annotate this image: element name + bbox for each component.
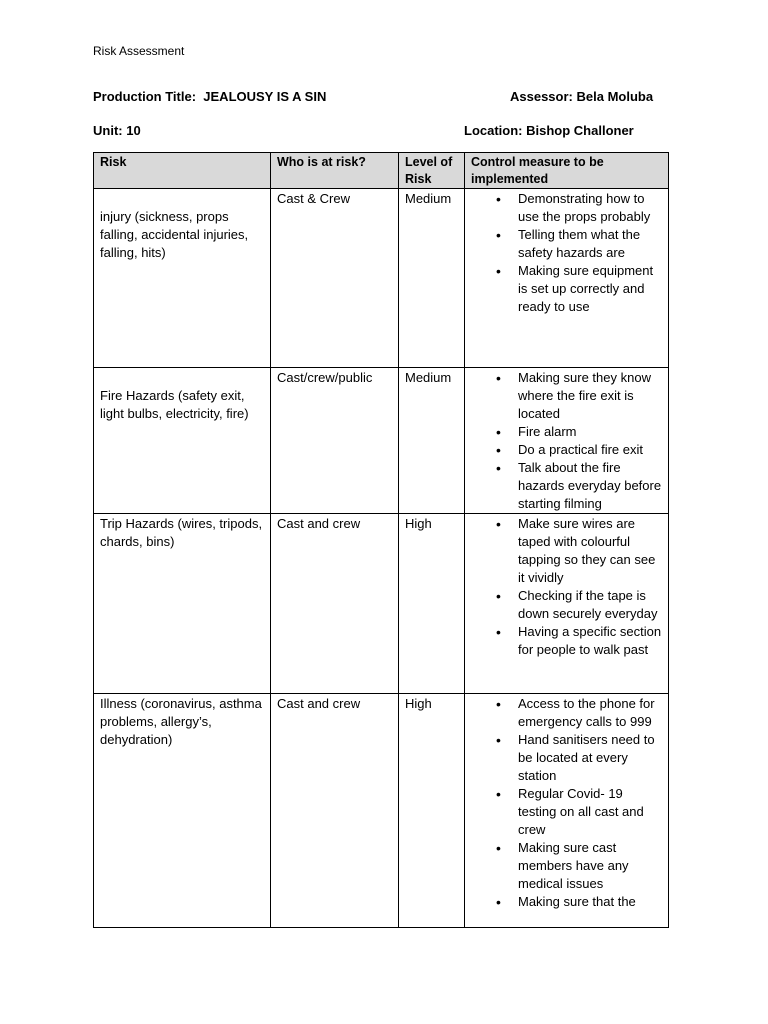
control-measure-list — [471, 695, 662, 911]
table-header-row — [94, 153, 669, 189]
list-item: • Hand sanitisers need to be located at every station — [471, 731, 662, 785]
risk-table — [93, 152, 669, 928]
control-measure-list — [471, 190, 662, 316]
unit-label: Unit: — [93, 123, 123, 138]
list-item: • Make sure wires are taped with colourful tapping so they can see it vividly — [471, 515, 662, 587]
production-title-label: Production Title: — [93, 89, 197, 104]
list-item: • Making sure equipment is set up correctly and ready to use — [471, 262, 662, 316]
document-header: Risk Assessment — [93, 44, 185, 58]
list-item: • Do a practical fire exit — [471, 441, 662, 459]
location-group — [464, 123, 634, 138]
control-cell — [465, 368, 669, 514]
list-item: • Having a specific section for people to walk past — [471, 623, 662, 659]
assessor-label: Assessor: — [510, 89, 573, 104]
assessor-name: Bela Moluba — [576, 89, 654, 104]
table-row — [94, 694, 669, 928]
column-header-control: Control measure to be implemented — [465, 153, 669, 189]
who-cell: Cast/crew/public — [271, 368, 399, 514]
list-item: • Checking if the tape is down securely everyday — [471, 587, 662, 623]
unit-info-row — [93, 123, 668, 138]
table-row — [94, 514, 669, 694]
list-item: • Making sure that the — [471, 893, 662, 911]
list-item: • Access to the phone for emergency calls to 999 — [471, 695, 662, 731]
control-cell — [465, 694, 669, 928]
location-value: Bishop Challoner — [526, 123, 634, 138]
level-cell: High — [399, 514, 465, 694]
who-cell: Cast and crew — [271, 694, 399, 928]
risk-description: Trip Hazards (wires, tripods, chards, bins) — [100, 516, 263, 549]
table-row — [94, 368, 669, 514]
production-info-row — [93, 89, 668, 104]
assessor-group — [510, 89, 653, 104]
list-item: • Demonstrating how to use the props probably — [471, 190, 662, 226]
column-header-risk: Risk — [94, 153, 271, 189]
list-item: • Fire alarm — [471, 423, 662, 441]
level-cell: Medium — [399, 368, 465, 514]
risk-cell — [94, 514, 271, 694]
risk-description: Fire Hazards (safety exit, light bulbs, electricity, fire) — [100, 388, 249, 421]
unit-value: 10 — [126, 123, 141, 138]
risk-cell — [94, 694, 271, 928]
column-header-level: Level of Risk — [399, 153, 465, 189]
risk-cell — [94, 368, 271, 514]
who-cell: Cast and crew — [271, 514, 399, 694]
list-item: • Making sure cast members have any medical issues — [471, 839, 662, 893]
column-header-who: Who is at risk? — [271, 153, 399, 189]
level-cell: High — [399, 694, 465, 928]
risk-cell — [94, 189, 271, 368]
table-row — [94, 189, 669, 368]
production-title: JEALOUSY IS A SIN — [203, 89, 327, 104]
who-cell: Cast & Crew — [271, 189, 399, 368]
control-measure-list — [471, 369, 662, 513]
control-cell — [465, 514, 669, 694]
risk-description: Illness (coronavirus, asthma problems, allergy’s, dehydration) — [100, 696, 262, 747]
location-label: Location: — [464, 123, 523, 138]
list-item: • Making sure they know where the fire exit is located — [471, 369, 662, 423]
control-cell — [465, 189, 669, 368]
level-cell: Medium — [399, 189, 465, 368]
list-item: • Regular Covid- 19 testing on all cast and crew — [471, 785, 662, 839]
list-item: • Talk about the fire hazards everyday before starting filming — [471, 459, 662, 513]
risk-description: injury (sickness, props falling, accidental injuries, falling, hits) — [100, 209, 249, 260]
list-item: • Telling them what the safety hazards are — [471, 226, 662, 262]
control-measure-list — [471, 515, 662, 659]
